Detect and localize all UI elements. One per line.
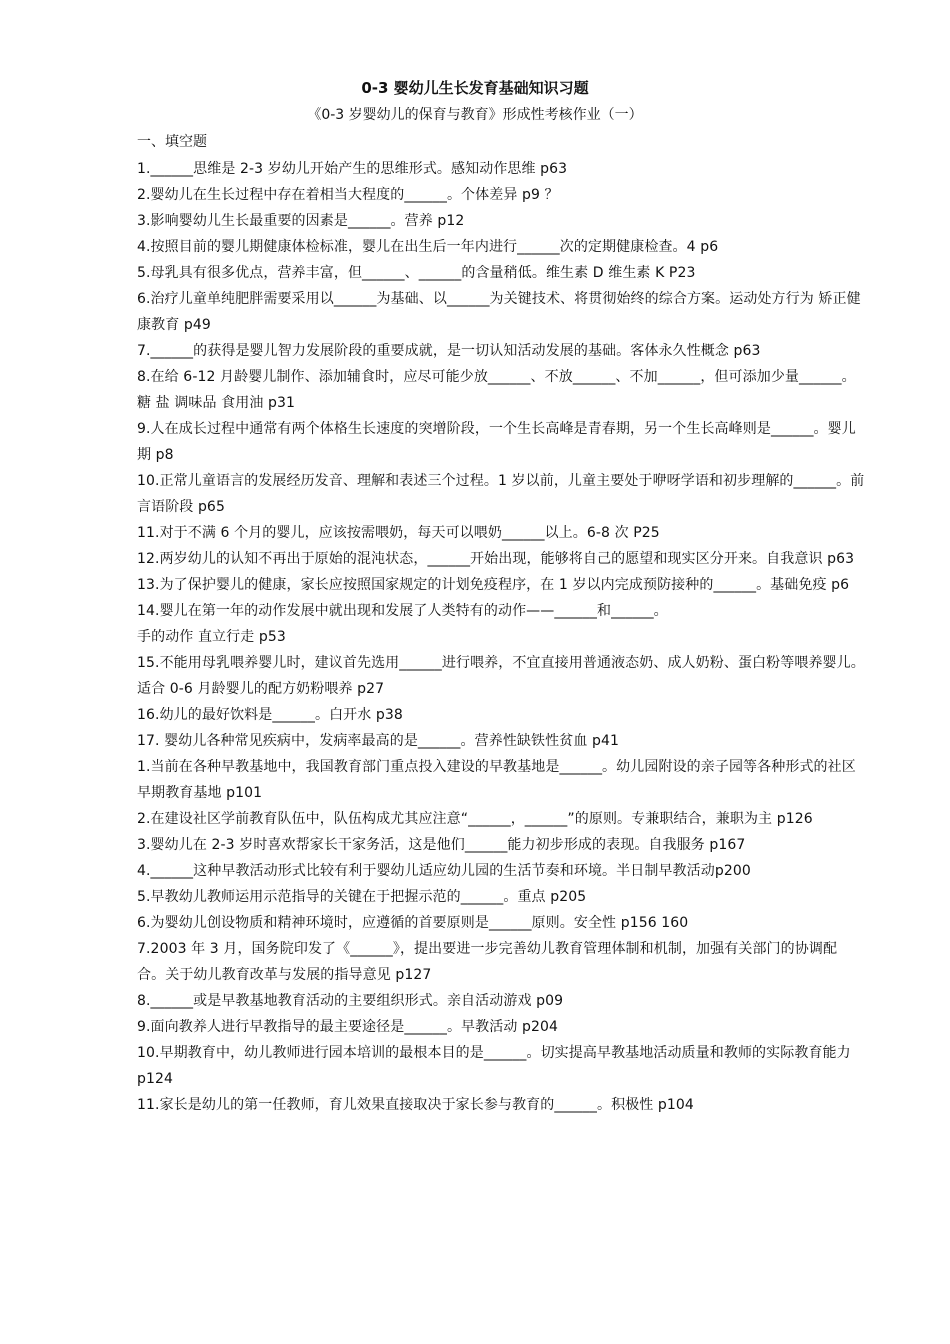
question-line: p124 [137, 1071, 174, 1087]
question-line: 6.为婴幼儿创设物质和精神环境时，应遵循的首要原则是______原则。安全性 p156 160 [137, 915, 689, 931]
question-line: 4.______这种早教活动形式比较有利于婴幼儿适应幼儿园的生活节奏和环境。半日制早教活动p200 [137, 863, 751, 879]
question-list [137, 156, 865, 1118]
question-line: 6.治疗儿童单纯肥胖需要采用以______为基础、以______为关键技术、将贯彻始终的综合方案。运动处方行为 矫正健康教育 p49 [137, 291, 861, 333]
question-line: 10.正常儿童语言的发展经历发音、理解和表述三个过程。1 岁以前，儿童主要处于咿呀学语和初步理解的______。前言语阶段 p65 [137, 473, 865, 515]
question-line: 12.两岁幼儿的认知不再出于原始的混沌状态，______开始出现，能够将自己的愿望和现实区分开来。自我意识 p63 [137, 551, 855, 567]
question-line: 手的动作 直立行走 p53 [137, 629, 286, 645]
question-line: 16.幼儿的最好饮料是______。白开水 p38 [137, 707, 403, 723]
document-subtitle: 《0-3 岁婴幼儿的保育与教育》形成性考核作业（一） [307, 107, 643, 123]
question-line: 1.______思维是 2-3 岁幼儿开始产生的思维形式。感知动作思维 p63 [137, 161, 568, 177]
question-line: 11.对于不满 6 个月的婴儿，应该按需喂奶，每天可以喂奶______以上。6-8 次 P25 [137, 525, 660, 541]
question-line: 13.为了保护婴儿的健康，家长应按照国家规定的计划免疫程序，在 1 岁以内完成预防接种的______。基础免疫 p6 [137, 577, 850, 593]
question-line: 7.2003 年 3 月，国务院印发了《______》，提出要进一步完善幼儿教育管理体制和机制，加强有关部门的协调配合。关于幼儿教育改革与发展的指导意见 p127 [137, 941, 838, 983]
question-line: 8.______或是早教基地教育活动的主要组织形式。亲自活动游戏 p09 [137, 993, 564, 1009]
question-line: 17. 婴幼儿各种常见疾病中，发病率最高的是______。营养性缺铁性贫血 p41 [137, 733, 619, 749]
question-line: 2.婴幼儿在生长过程中存在着相当大程度的______。个体差异 p9 ？ [137, 187, 559, 203]
question-line: 8.在给 6-12 月龄婴儿制作、添加辅食时，应尽可能少放______、不放______、不加______，但可添加少量______。糖 盐 调味品 食用油 p31 [137, 369, 856, 411]
question-line: 5.母乳具有很多优点，营养丰富，但______、______的含量稍低。维生素 D 维生素 K P23 [137, 265, 696, 281]
question-line: 7.______的获得是婴儿智力发展阶段的重要成就，是一切认知活动发展的基础。客体永久性概念 p63 [137, 343, 761, 359]
question-line: 9.面向教养人进行早教指导的最主要途径是______。早教活动 p204 [137, 1019, 559, 1035]
question-line: 11.家长是幼儿的第一任教师，育儿效果直接取决于家长参与教育的______。积极性 p104 [137, 1097, 694, 1113]
document-title: 0-3 婴幼儿生长发育基础知识习题 [361, 79, 589, 97]
question-line: 9.人在成长过程中通常有两个体格生长速度的突增阶段，一个生长高峰是青春期，另一个生长高峰则是______。婴儿期 p8 [137, 421, 856, 463]
question-line: 3.影响婴幼儿生长最重要的因素是______。营养 p12 [137, 213, 465, 229]
question-line: 1.当前在各种早教基地中，我国教育部门重点投入建设的早教基地是______。幼儿园附设的亲子园等各种形式的社区早期教育基地 p101 [137, 759, 856, 801]
question-line: 5.早教幼儿教师运用示范指导的关键在于把握示范的______。重点 p205 [137, 889, 587, 905]
question-line: 3.婴幼儿在 2-3 岁时喜欢帮家长干家务活，这是他们______能力初步形成的表现。自我服务 p167 [137, 837, 746, 853]
question-line: 10.早期教育中，幼儿教师进行园本培训的最根本目的是______。切实提高早教基地活动质量和教师的实际教育能力 [137, 1045, 851, 1061]
question-line: 2.在建设社区学前教育队伍中，队伍构成尤其应注意“______，______”的原则。专兼职结合，兼职为主 p126 [137, 811, 813, 827]
question-line: 4.按照目前的婴儿期健康体检标准，婴儿在出生后一年内进行______次的定期健康检查。4 p6 [137, 239, 719, 255]
question-line: 15.不能用母乳喂养婴儿时，建议首先选用______进行喂养，不宜直接用普通液态奶、成人奶粉、蛋白粉等喂养婴儿。适合 0-6 月龄婴儿的配方奶粉喂养 p27 [137, 655, 865, 697]
question-line: 14.婴儿在第一年的动作发展中就出现和发展了人类特有的动作——______和______。 [137, 603, 668, 619]
section-heading: 一、填空题 [137, 134, 207, 150]
